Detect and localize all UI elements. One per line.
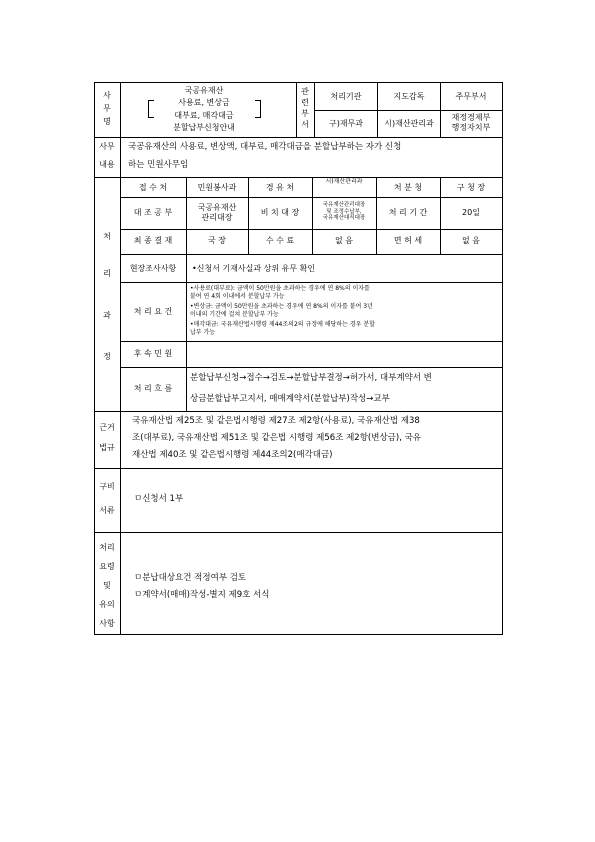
notes-label-line: 요령 (99, 562, 115, 571)
right-bracket-icon (255, 100, 261, 118)
requirement-line: •사용료(대부료): 금액이 50만원을 초과하는 경우에 연 8%의 이자를 (190, 285, 370, 292)
header-label-char: 사 (103, 91, 111, 100)
cell-via-value: 시)재산관리과 (325, 178, 363, 185)
value-main-dept: 재정경제부 행정자치부 (451, 113, 491, 132)
cell-period-label: 처 리 기 간 (388, 208, 428, 217)
notes-label-line: 및 (103, 581, 111, 590)
col-processing-agency: 처리기관 (330, 92, 362, 101)
cell-period-value: 20일 (462, 208, 480, 217)
cell-fee-label: 수 수 료 (265, 236, 295, 245)
col-main-dept: 주무부서 (455, 92, 487, 101)
legal-label-line: 근거 (99, 423, 115, 432)
header-label-char: 무 (103, 104, 111, 113)
flow-label: 처 리 흐 름 (133, 384, 173, 393)
header-label-char: 명 (103, 117, 111, 126)
requirement-line: 이내의 기간에 걸쳐 분할납부 가능 (190, 311, 279, 318)
title-line: 분할납부신청안내 (173, 123, 235, 132)
cell-register-value: 국유재산관리대장 및 조정수납부, 국유재산대직대장 (322, 202, 366, 221)
left-bracket-icon (148, 100, 154, 118)
value-supervision: 시)재산관리과 (384, 119, 434, 128)
notes-line: ㅁ분납대상요건 적정여부 검토 (134, 573, 247, 583)
requirement-line: •매각대금: 국유재산법시행령 제44조의2의 규정에 해당하는 경우 분할 (190, 321, 375, 328)
cell-receiver-label: 접 수 처 (138, 183, 168, 192)
title-line: 대부료, 매각대금 (174, 111, 234, 120)
notes-label-line: 유의 (99, 600, 115, 609)
field-survey-text: •신청서 기재사실과 상위 유무 확인 (192, 264, 316, 273)
cell-via-label: 경 유 처 (265, 183, 295, 192)
cell-license-tax-value: 없 음 (462, 236, 480, 245)
process-char: 처 (103, 232, 111, 241)
requirements-label: 처 리 요 건 (133, 307, 173, 316)
docs-text: ㅁ신청서 1부 (134, 494, 184, 504)
process-char: 과 (103, 311, 111, 320)
related-char: 서 (301, 120, 309, 129)
col-supervision: 지도감독 (393, 92, 425, 101)
field-survey-label: 현장조사사항 (129, 264, 177, 273)
value-processing-agency: 구)재무과 (328, 119, 364, 128)
desc-label-line: 내용 (99, 160, 115, 169)
notes-label-line: 처리 (99, 543, 115, 552)
cell-license-tax-label: 면 허 세 (393, 236, 423, 245)
requirement-line: •변상금: 금액이 50만원을 초과하는 경우에 연 8%의 이자를 붙여 3년 (190, 303, 373, 310)
docs-label-line: 구비 (99, 482, 115, 491)
related-char: 관 (301, 87, 309, 96)
legal-line: 조(대부료), 국유재산법 제51조 및 같은법 시행령 제56조 제2항(변상금), 국유 (132, 433, 422, 443)
desc-label-line: 사무 (99, 142, 115, 151)
requirement-line: 납부 가능 (190, 329, 216, 336)
notes-label-line: 사항 (99, 619, 115, 628)
notes-line: ㅁ계약서(매매)작성-별지 제9호 서식 (134, 590, 270, 600)
desc-text-line: 국공유재산의 사용료, 변상액, 대부료, 매각대금을 분할납부하는 자가 신청 (128, 142, 402, 152)
title-line: 사용료, 변상금 (178, 98, 230, 107)
title-line: 국공유재산 (184, 86, 224, 95)
desc-text-line: 하는 민원사무임 (128, 160, 189, 170)
requirement-line: 붙여 연 4회 이내에서 분할납부 가능 (190, 293, 285, 300)
legal-line: 국유재산법 제25조 및 같은법시행령 제27조 제2항(사용료), 국유재산법 제38 (132, 416, 420, 426)
legal-label-line: 법규 (99, 443, 115, 452)
cell-disposer-label: 처 분 청 (393, 183, 423, 192)
process-char: 리 (103, 269, 111, 278)
related-char: 부 (301, 109, 309, 118)
cell-register-label: 비 치 대 장 (260, 208, 300, 217)
cell-receiver-value: 민원봉사과 (197, 183, 237, 192)
followup-label: 후 속 민 원 (133, 349, 173, 358)
cell-approval-label: 최 종 결 재 (133, 236, 173, 245)
cell-approval-value: 국 장 (208, 236, 226, 245)
process-char: 정 (103, 352, 111, 361)
cell-fee-value: 없 음 (335, 236, 353, 245)
cell-ledger-label: 대 조 공 부 (133, 208, 173, 217)
legal-line: 재산법 제40조 및 같은법시행령 제44조의2(매각대금) (132, 450, 333, 460)
cell-disposer-value: 구 청 장 (456, 183, 486, 192)
flow-line: 상금분할납부고지서, 매매계약서(분할납부)작성→교부 (190, 394, 390, 404)
docs-label-line: 서류 (99, 506, 115, 515)
cell-ledger-value: 국공유재산 관리대장 (197, 203, 237, 222)
related-char: 련 (301, 98, 309, 107)
flow-line: 분할납부신청→접수→검토→분할납부결정→허가서, 대부계약서 변 (190, 373, 432, 383)
